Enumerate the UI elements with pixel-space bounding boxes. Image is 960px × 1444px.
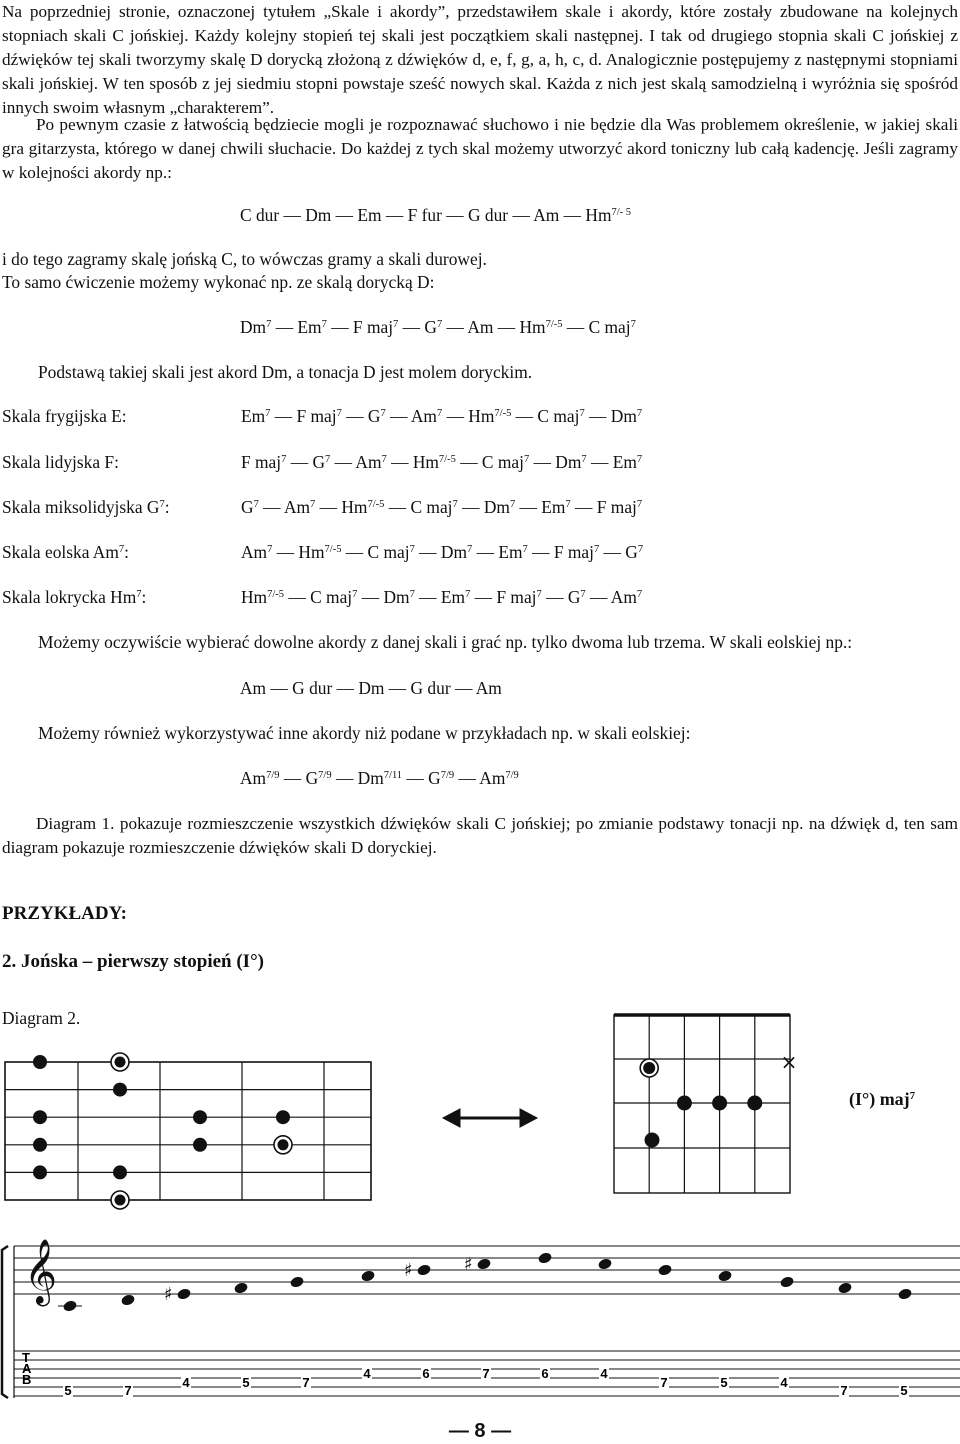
root-dot [640, 1059, 658, 1077]
chord-name: Hm [241, 587, 268, 607]
note-head [779, 1275, 794, 1288]
chord-extension: 7 [253, 499, 259, 510]
chord-name: — G [599, 542, 638, 562]
scale-name: Skala lokrycka Hm$^7$: [2, 587, 147, 607]
chord-extension: 7 [636, 589, 643, 600]
chord-name: — Hm [315, 497, 368, 517]
chord-extension: 7/-5 [438, 454, 456, 465]
chord-name: — C maj [341, 542, 410, 562]
chord-name: — C maj [562, 317, 631, 337]
chord-name: Am [241, 542, 268, 562]
examples-heading: PRZYKŁADY: [2, 903, 127, 924]
tab-fret-number: 5 [900, 1383, 908, 1398]
fretboard-frame [5, 1062, 371, 1200]
chord-extension: 7 [465, 589, 471, 600]
section-heading: 2. Jońska – pierwszy stopień (I°) [2, 951, 265, 972]
chord-extension: 7/-5 [324, 544, 342, 555]
note-head [176, 1287, 191, 1300]
chord-name: — G [398, 317, 437, 337]
chord-name: Em [241, 406, 266, 426]
chord-name: — Am [454, 768, 506, 788]
scale-dot [113, 1165, 127, 1179]
chord-extension: 7 [593, 544, 600, 555]
chord-name: Am [240, 768, 267, 788]
chord-extension: 7 [352, 589, 358, 600]
scale-name: Skala eolska Am$^7$: [2, 542, 129, 562]
scale-dot [33, 1138, 47, 1152]
scale-dot [113, 1083, 127, 1097]
note-head [717, 1269, 732, 1282]
chord-name: — Am [585, 587, 637, 607]
chord-extension: 7 [393, 319, 399, 330]
tab-fret-number: 4 [780, 1375, 788, 1390]
chord-extension: 7/11 [383, 770, 403, 781]
chord-extension: 7 [409, 544, 415, 555]
c-major-note: i do tego zagramy skalę jońską C, to wówczas gramy a skali durowej. [2, 249, 487, 269]
staff [14, 1246, 960, 1294]
chord-extension: 7 [581, 454, 587, 465]
chord-name: — Am [385, 406, 437, 426]
note-head [289, 1275, 304, 1288]
chord-name: — G [541, 587, 581, 607]
tab-numbers [63, 1366, 909, 1398]
note-head [360, 1269, 375, 1282]
chord-dot [713, 1096, 727, 1110]
chord-name: — Dm [414, 542, 468, 562]
note-head [657, 1263, 672, 1276]
chord-name: — F maj [570, 497, 637, 517]
chord-name: — Em [515, 497, 566, 517]
scale-dot [276, 1110, 290, 1124]
notation-system [2, 1239, 960, 1398]
aeolian-intro: Możemy oczywiście wybierać dowolne akordy z danej skali i grać np. tylko dwoma lub trzema. W skali eolskiej np.: [38, 632, 853, 652]
chord-name: — F maj [270, 406, 337, 426]
chord-name: — Hm [272, 542, 325, 562]
scale-dot [33, 1165, 47, 1179]
chord-name: G [241, 497, 254, 517]
chord-extension: 7 [310, 499, 316, 510]
scale-name: Skala lidyjska F: [2, 452, 119, 472]
chord-extension: 7 [436, 319, 443, 330]
diagram-1-paragraph: Diagram 1. pokazuje rozmieszczenie wszystkich dźwięków skali C jońskiej; po zmianie podstawy tonacji np. na dźwięk d, ten sam diagram pokazuje rozmieszczenie dźwięków skali D doryckiej. [2, 814, 958, 857]
note-head [233, 1281, 248, 1294]
chord-extension: 7 [467, 544, 473, 555]
tab-fret-number: 4 [600, 1366, 608, 1381]
chord-name: — F maj [527, 542, 594, 562]
chord-name: — G [402, 768, 441, 788]
chord-name: Dm [240, 317, 267, 337]
tab-letters [22, 1350, 32, 1387]
chord-name: — Am [258, 497, 311, 517]
chord-extension: 7 [266, 319, 272, 330]
chord-name: — G [341, 406, 381, 426]
aeolian-ext-intro: Możemy również wykorzystywać inne akordy niż podane w przykładach np. w skali eolskiej: [38, 723, 691, 743]
note-head [120, 1293, 135, 1306]
muted-string-mark: × [780, 1050, 798, 1074]
note-head [416, 1263, 431, 1276]
note-head [837, 1281, 852, 1294]
fretboard-horizontal-dots [33, 1053, 292, 1209]
tab-fret-number: 7 [660, 1375, 668, 1390]
chord-extension: 7 [336, 408, 342, 419]
chord-extension: 7/-5 [494, 408, 512, 419]
chord-extension: 7 [637, 544, 644, 555]
sharp-icon: ♯ [464, 1254, 473, 1275]
scale-name: Skala frygijska E: [2, 406, 127, 426]
scale-dot [193, 1138, 207, 1152]
double-arrow-icon [443, 1109, 537, 1127]
chord-dot [677, 1096, 691, 1110]
chord-extension: 7 [536, 589, 542, 600]
tab-fret-number: 5 [64, 1383, 72, 1398]
dorian-basis-text: Podstawą takiej skali jest akord Dm, a tonacja D jest molem doryckim. [38, 362, 533, 382]
note-head [537, 1251, 552, 1264]
root-dot [111, 1053, 129, 1071]
chord-extension: 7 [636, 408, 643, 419]
chord-extension: 7/9 [266, 770, 280, 781]
chord-extension: 7 [630, 319, 636, 330]
tab-fret-number: 4 [182, 1375, 190, 1390]
tab-fret-number: 7 [482, 1366, 490, 1381]
scale-dot [33, 1055, 47, 1069]
chord-extension: 7 [522, 544, 528, 555]
chord-dot [748, 1096, 762, 1110]
chord-extension: 7/-5 [267, 589, 285, 600]
diagram-2-caption: Diagram 2. [2, 1008, 81, 1028]
chord-extension: 7 [267, 544, 273, 555]
aeolian-simple-progression: Am — G dur — Dm — G dur — Am [240, 678, 502, 698]
page-number: — 8 — [448, 1420, 512, 1442]
chord-name: — Dm [457, 497, 510, 517]
treble-clef-icon: 𝄞 [24, 1239, 58, 1304]
chord-name: — Em [472, 542, 523, 562]
chord-name: — Dm [357, 587, 410, 607]
tab-fret-number: 7 [302, 1375, 310, 1390]
chord-label: (I°) maj$^7$ [849, 1089, 915, 1109]
chord-name: — Dm [529, 452, 582, 472]
tab-letter: T [22, 1350, 30, 1365]
d-dorian-intro: To samo ćwiczenie możemy wykonać np. ze skalą dorycką D: [2, 272, 435, 292]
chord-extension: 7/9 [440, 770, 455, 781]
chord-name: — F maj [326, 317, 394, 337]
chord-name: — C maj [284, 587, 353, 607]
chord-diagram [614, 1015, 790, 1193]
chord-dot [645, 1133, 659, 1147]
chord-extension: 7 [380, 408, 386, 419]
chord-name: F maj [241, 452, 282, 472]
chord-name: — Hm [386, 452, 439, 472]
chord-name: — Am [330, 452, 382, 472]
scale-dot [193, 1110, 207, 1124]
root-dot [274, 1136, 292, 1154]
tab-fret-number: 5 [720, 1375, 728, 1390]
chord-extension: 7 [381, 454, 387, 465]
chord-extension: 7 [509, 499, 516, 510]
tab-letter: A [22, 1361, 32, 1376]
tab-fret-number: 5 [242, 1375, 250, 1390]
tab-letter: B [22, 1372, 32, 1387]
note-head [897, 1287, 912, 1300]
chord-name: — C maj [384, 497, 453, 517]
chord-name: — Hm [442, 406, 495, 426]
chord-name: — Em [271, 317, 322, 337]
chord-extension: 7 [523, 454, 530, 465]
chord-extension: 7 [565, 499, 571, 510]
chord-extension: 7 [325, 454, 331, 465]
chord-name: — Em [586, 452, 637, 472]
chord-name: — C maj [455, 452, 524, 472]
intro-text: Na poprzedniej stronie, oznaczonej tytułem „Skale i akordy”, przedstawiłem skale i akordy, które zostały zbudowane na kolejnych stopniach skali C jońskiej. Każdy kolejny stopień tej skali jest początkiem skali następnej. I tak od drugiego stopnia skali C jońskiej z dźwięków tej skali tworzymy skalę D dorycką złożoną z dźwięków d, e, f, g, a, h, c, d. Analogicznie postępujemy z następnymi stopniami skali jońskiej. W ten sposób z jej siedmiu stopni powstaje sześć nowych skal. Każda z nich jest skalą samodzielną i wyróżnia się spośród innych swoim własnym „charakterem”. [2, 2, 958, 117]
scale-dot [33, 1110, 47, 1124]
chord-extension: 7 [436, 408, 443, 419]
tab-fret-number: 6 [422, 1366, 430, 1381]
chord-extension: 7 [281, 454, 287, 465]
sharp-icon: ♯ [164, 1284, 173, 1305]
chord-diagram-dots [640, 1050, 797, 1147]
root-dot [111, 1191, 129, 1209]
second-text: Po pewnym czasie z łatwością będziecie mogli je rozpoznawać słuchowo i nie będzie dla Was problemem określenie, w jakiej skali gra gitarzysta, którego w danej chwili słuchacie. Do każdej z tych skal możemy utworzyć akord toniczny lub całą kadencję. Jeśli zagramy w kolejności akordy np.: [2, 115, 958, 182]
chord-name: — Dm [584, 406, 637, 426]
chord-extension: 7/-5 [367, 499, 385, 510]
chord-name: — Em [414, 587, 466, 607]
chord-name: — Am — Hm [442, 317, 546, 337]
tab-fret-number: 7 [124, 1383, 132, 1398]
chord-extension: 7 [636, 454, 643, 465]
chord-name: — G [279, 768, 319, 788]
chord-extension: 7 [265, 408, 271, 419]
fretboard-horizontal [5, 1062, 371, 1200]
chord-extension: 7 [579, 408, 585, 419]
chord-extension: 7 [580, 589, 586, 600]
scale-name: Skala miksolidyjska $G^7$: [2, 497, 170, 517]
chord-name: — Dm [331, 768, 384, 788]
chord-extension: 7 [636, 499, 643, 510]
chord-extension: 7 [452, 499, 458, 510]
note-head [62, 1299, 77, 1312]
sharp-icon: ♯ [404, 1260, 413, 1281]
c-major-progression: C dur — Dm — Em — F fur — G dur — Am — $Hm^{7/- 5}$ [240, 205, 632, 225]
note-head [597, 1257, 612, 1270]
chord-extension: 7/9 [505, 770, 519, 781]
tab-fret-number: 4 [363, 1366, 371, 1381]
chord-name: — F maj [470, 587, 537, 607]
chord-name: — G [286, 452, 326, 472]
chord-extension: 7 [321, 319, 327, 330]
note-head [476, 1257, 491, 1270]
chord-name: — C maj [511, 406, 580, 426]
chord-extension: 7/-5 [545, 319, 563, 330]
tab-fret-number: 7 [840, 1383, 848, 1398]
chord-extension: 7/9 [318, 770, 332, 781]
chord-extension: 7 [409, 589, 415, 600]
tab-fret-number: 6 [541, 1366, 549, 1381]
